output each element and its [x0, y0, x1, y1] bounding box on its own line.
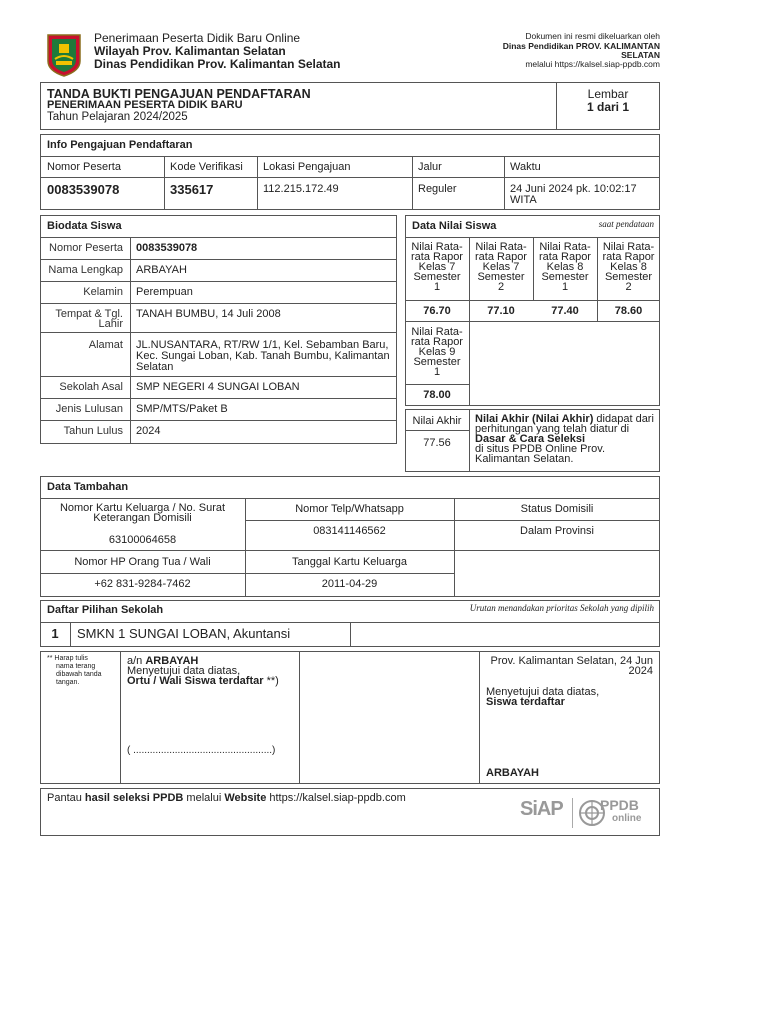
kk-label: Nomor Kartu Keluarga / No. Surat Keterangan Domisili — [59, 502, 226, 524]
bio-label-jenis: Jenis Lulusan — [55, 403, 123, 415]
nilai-heading: Data Nilai Siswa — [412, 220, 497, 232]
header-right-1: Dokumen ini resmi dikeluarkan oleh — [525, 31, 660, 41]
telp-value: 083141146562 — [313, 525, 386, 537]
bio-label-nomor: Nomor Peserta — [49, 242, 123, 254]
sheet-value: 1 dari 1 — [586, 100, 630, 114]
bio-label-alamat: Alamat — [88, 339, 123, 351]
bio-label-nama: Nama Lengkap — [48, 264, 123, 276]
nilai-akhir-label: Nilai Akhir — [412, 415, 462, 427]
nilai-col-5: Nilai Rata- rata Rapor Kelas 9 Semester 1 — [411, 326, 463, 378]
bio-value-jenis: SMP/MTS/Paket B — [136, 403, 228, 415]
info-header-nomor: Nomor Peserta — [47, 161, 121, 173]
title-year: Tahun Pelajaran 2024/2025 — [47, 111, 188, 123]
signature-place-date: Prov. Kalimantan Selatan, 24 Jun 2024 — [490, 655, 653, 677]
siap-logo: SiAP — [520, 798, 563, 820]
sheet-label: Lembar — [587, 87, 629, 101]
bio-value-ttl: TANAH BUMBU, 14 Juli 2008 — [136, 308, 281, 320]
info-jalur-value: Reguler — [418, 183, 457, 195]
nilai-akhir-description: Nilai Akhir (Nilai Akhir) didapat dari perhitungan yang telah diatur di Dasar & Cara Seleksi di situs PPDB Online Prov. Kalimantan Selatan. — [475, 413, 654, 465]
info-waktu-zone: WITA — [510, 194, 537, 206]
tambahan-heading: Data Tambahan — [47, 481, 129, 493]
pilihan-school: SMKN 1 SUNGAI LOBAN, Akuntansi — [77, 626, 291, 641]
header-line-3: Dinas Pendidikan Prov. Kalimantan Selatan — [94, 57, 341, 71]
tgl-kk-value: 2011-04-29 — [321, 578, 378, 590]
bio-label-kelamin: Kelamin — [83, 286, 123, 298]
pilihan-note: Urutan menandakan prioritas Sekolah yang dipilih — [469, 603, 654, 613]
info-header-waktu: Waktu — [510, 161, 541, 173]
info-header-kode: Kode Verifikasi — [170, 161, 243, 173]
info-nomor-value: 0083539078 — [47, 182, 120, 197]
biodata-heading: Biodata Siswa — [47, 220, 122, 232]
domisili-value: Dalam Provinsi — [520, 525, 594, 537]
footer-text: Pantau hasil seleksi PPDB melalui Website https://kalsel.siap-ppdb.com — [47, 792, 406, 804]
info-heading: Info Pengajuan Pendaftaran — [47, 139, 193, 151]
nilai-col-1: Nilai Rata- rata Rapor Kelas 7 Semester 1 — [411, 241, 463, 293]
bio-label-ttl: Tempat & Tgl. — [55, 308, 123, 320]
nilai-value-3: 77.40 — [551, 305, 579, 317]
nilai-value-1: 76.70 — [423, 305, 451, 317]
student-signature-block: Menyetujui data diatas, Siswa terdaftar — [486, 686, 600, 708]
info-waktu-value: 24 Juni 2024 pk. 10:02:17 — [510, 183, 637, 195]
nilai-col-3: Nilai Rata- rata Rapor Kelas 8 Semester 1 — [539, 241, 591, 293]
bio-label-tahun: Tahun Lulus — [63, 425, 123, 437]
bio-label-sekolah: Sekolah Asal — [59, 381, 123, 393]
nilai-value-2: 77.10 — [487, 305, 515, 317]
header-line-1: Penerimaan Peserta Didik Baru Online — [94, 31, 301, 45]
info-header-jalur: Jalur — [418, 161, 442, 173]
header-right-3: SELATAN — [621, 50, 660, 60]
hp-label: Nomor HP Orang Tua / Wali — [74, 556, 211, 568]
bio-value-nama: ARBAYAH — [136, 264, 187, 276]
bio-value-kelamin: Perempuan — [136, 286, 193, 298]
info-kode-value: 335617 — [170, 182, 214, 197]
header-right-2: Dinas Pendidikan PROV. KALIMANTAN — [502, 41, 660, 51]
parent-signature-block: a/n ARBAYAH Menyetujui data diatas, Ortu / Wali Siswa terdaftar **) — [127, 655, 279, 687]
bio-value-nomor: 0083539078 — [136, 242, 198, 254]
header-right-4: melalui https://kalsel.siap-ppdb.com — [525, 59, 660, 69]
bio-value-alamat-1: JL.NUSANTARA, RT/RW 1/1, Kel. Sebamban Baru, — [136, 339, 389, 351]
info-lokasi-value: 112.215.172.49 — [263, 183, 339, 195]
bio-value-tahun: 2024 — [136, 425, 161, 437]
telp-label: Nomor Telp/Whatsapp — [295, 503, 404, 515]
nilai-col-2: Nilai Rata- rata Rapor Kelas 7 Semester 2 — [475, 241, 527, 293]
hp-value: +62 831-9284-7462 — [94, 578, 191, 590]
parent-signature-line: ( ..................................................) — [127, 745, 276, 756]
bio-value-sekolah: SMP NEGERI 4 SUNGAI LOBAN — [136, 381, 300, 393]
bio-label-ttl-2: Lahir — [98, 318, 123, 330]
nilai-akhir-value: 77.56 — [423, 437, 451, 449]
kk-value: 63100064658 — [108, 534, 177, 546]
nilai-col-4: Nilai Rata- rata Rapor Kelas 8 Semester 2 — [602, 241, 655, 293]
pilihan-number: 1 — [51, 626, 59, 641]
bio-value-alamat-2: Kec. Sungai Loban, Kab. Tanah Bumbu, Kalimantan — [136, 350, 390, 362]
header-line-2: Wilayah Prov. Kalimantan Selatan — [94, 44, 286, 58]
bio-value-alamat-3: Selatan — [136, 361, 174, 373]
title-main: TANDA BUKTI PENGAJUAN PENDAFTARAN — [47, 87, 311, 101]
student-signature-name: ARBAYAH — [486, 767, 539, 779]
nilai-note: saat pendataan — [598, 219, 654, 229]
domisili-label: Status Domisili — [520, 503, 594, 515]
province-emblem-logo — [46, 33, 82, 77]
nilai-value-5: 78.00 — [423, 389, 451, 401]
info-header-lokasi: Lokasi Pengajuan — [263, 161, 351, 173]
title-sub: PENERIMAAN PESERTA DIDIK BARU — [47, 99, 243, 111]
signature-note: ** Harap tulis nama terang dibawah tanda tangan. — [47, 655, 102, 686]
nilai-value-4: 78.60 — [614, 305, 643, 317]
pilihan-heading: Daftar Pilihan Sekolah — [47, 604, 164, 616]
ppdb-online-logo: PPDB online — [578, 796, 648, 830]
tgl-kk-label: Tanggal Kartu Keluarga — [292, 556, 407, 568]
